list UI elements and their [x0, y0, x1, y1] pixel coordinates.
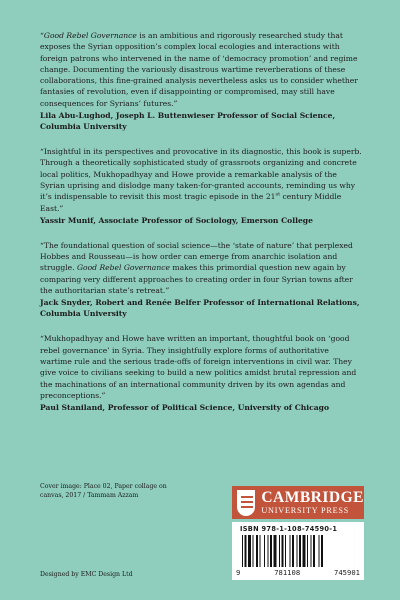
- blurb-quote: “The foundational question of social science—the ‘state of nature’ that perplexed Hobbes and Rousseau—is how order can emerge from anarchic isolation and struggle. Good Rebel Governance makes this primordial question new again by comparing very different approaches to creating order in four Syrian towns after the authoritarian state’s retreat.”: [40, 240, 353, 296]
- blurb-3: [40, 240, 362, 319]
- isbn-barcode-box: [232, 522, 364, 580]
- blurb-quote: “Good Rebel Governance is an ambitious and rigorously researched study that exposes the Syrian opposition’s complex local ecologies and interactions with foreign patrons who intervened in the name of ‘democracy promotion’ and regime change. Documenting the variously disastrous wartime reverberations of these collaborations, this fine-grained analysis nevertheless asks us to consider whether fantasies of revolution, even if disappointing or compromised, may still have consequences for Syrians’ futures.”: [40, 31, 358, 108]
- back-cover-blurbs: [40, 30, 362, 427]
- publisher-logo: [232, 486, 364, 519]
- blurb-2: [40, 146, 362, 226]
- blurb-4: [40, 333, 362, 413]
- crest-icon: [237, 490, 255, 516]
- blurb-quote: “Insightful in its perspectives and provocative in its diagnostic, this book is superb. Through a theoretically sophisticated study of grassroots organizing and concrete local politics, Mukhopadhyay and Howe provide a remarkable analysis of the Syrian uprising and dislodge many taken-for-granted accounts, reminding us why it’s indispensable to revisit this most tragic episode in the 21st century Middle East.”: [40, 147, 362, 213]
- publisher-subtitle: UNIVERSITY PRESS: [261, 505, 350, 515]
- designer-credit: Designed by EMC Design Ltd: [40, 571, 133, 578]
- blurb-attribution: Lila Abu-Lughod, Joseph L. Buttenwieser Professor of Social Science, Columbia University: [40, 111, 336, 132]
- blurb-quote: “Mukhopadhyay and Howe have written an important, thoughtful book on ‘good rebel governance’ in Syria. They insightfully explore forms of authoritative wartime rule and the serious trade-offs of foreign interventions in civil war. They give voice to civilians seeking to build a new politics amidst brutal repression and the machinations of an international community driven by its own agendas and preconceptions.”: [40, 334, 357, 400]
- isbn-label: ISBN 978-1-108-74590-1: [240, 525, 338, 533]
- blurb-attribution: Jack Snyder, Robert and Renée Belfer Professor of International Relations, Columbia University: [40, 298, 360, 319]
- cover-image-credit: Cover image: Place 02, Paper collage on canvas, 2017 / Tammam Azzam: [40, 483, 167, 499]
- book-title-italic: Good Rebel Governance: [76, 263, 170, 273]
- publisher-name: CAMBRIDGE: [261, 488, 364, 506]
- book-title-italic: Good Rebel Governance: [43, 31, 137, 40]
- barcode-icon: [242, 535, 354, 569]
- blurb-attribution: Yassir Munif, Associate Professor of Sociology, Emerson College: [40, 215, 313, 225]
- blurb-attribution: Paul Staniland, Professor of Political Science, University of Chicago: [40, 403, 330, 413]
- barcode-digits: 9 781108 745901: [236, 568, 360, 577]
- blurb-1: [40, 30, 362, 132]
